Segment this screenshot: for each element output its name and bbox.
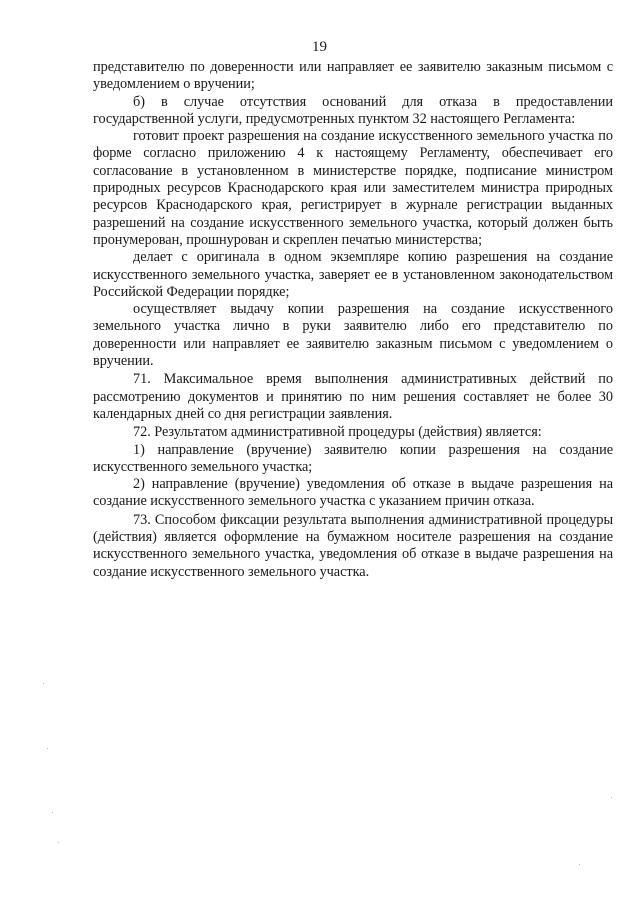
paragraph-result-item-2: 2) направление (вручение) уведомления об отказе в выдаче разрешения на создание искусственного земельного участка с указанием причин отказа.	[93, 476, 613, 510]
paragraph-result-item-1: 1) направление (вручение) заявителю копии разрешения на создание искусственного земельного участка;	[93, 441, 613, 475]
paragraph-issue-copy: осуществляет выдачу копии разрешения на создание искусственного земельного участка лично в руки заявителю либо его представителю по доверенности или направляет ее заявителю заказным письмом с уведомлением о вручении.	[93, 301, 613, 370]
paragraph-make-copy: делает с оригинала в одном экземпляре копию разрешения на создание искусственного земельного участка, заверяет ее в установленном законодательством Российской Федерации порядке;	[93, 249, 613, 300]
scan-speck	[611, 797, 612, 798]
scan-speck	[579, 864, 580, 865]
paragraph-clause-71: 71. Максимальное время выполнения административных действий по рассмотрению документов и принятию по ним решения составляет не более 30 календарных дней со дня регистрации заявления.	[93, 371, 613, 422]
paragraph-clause-73: 73. Способом фиксации результата выполнения административной процедуры (действия) является оформление на бумажном носителе разрешения на создание искусственного земельного участка, уведомления об отказе в выдаче разрешения на создание искусственного земельного участка.	[93, 511, 613, 580]
scan-speck	[47, 748, 48, 749]
scan-speck	[43, 683, 44, 684]
paragraph-prepare-permit: готовит проект разрешения на создание искусственного земельного участка по форме согласно приложению 4 к настоящему Регламенту, обеспечивает его согласование в установленном в министерстве порядке, подписание министром природных ресурсов Краснодарского края или заместителем министра природных ресурсов Краснодарского края, регистрирует в журнале регистрации выданных разрешений на создание искусственного земельного участка, который должен быть пронумерован, прошнурован и скреплен печатью министерства;	[93, 128, 613, 248]
page-number: 19	[312, 39, 327, 55]
paragraph-clause-72: 72. Результатом административной процедуры (действия) является:	[133, 424, 542, 441]
paragraph-delivery-continuation: представителю по доверенности или направляет ее заявителю заказным письмом с уведомлением о вручении;	[93, 59, 613, 93]
scan-speck	[52, 812, 53, 813]
document-body	[93, 59, 613, 581]
paragraph-subitem-b: б) в случае отсутствия оснований для отказа в предоставлении государственной услуги, предусмотренных пунктом 32 настоящего Регламента:	[93, 93, 613, 127]
scan-speck	[58, 842, 59, 843]
